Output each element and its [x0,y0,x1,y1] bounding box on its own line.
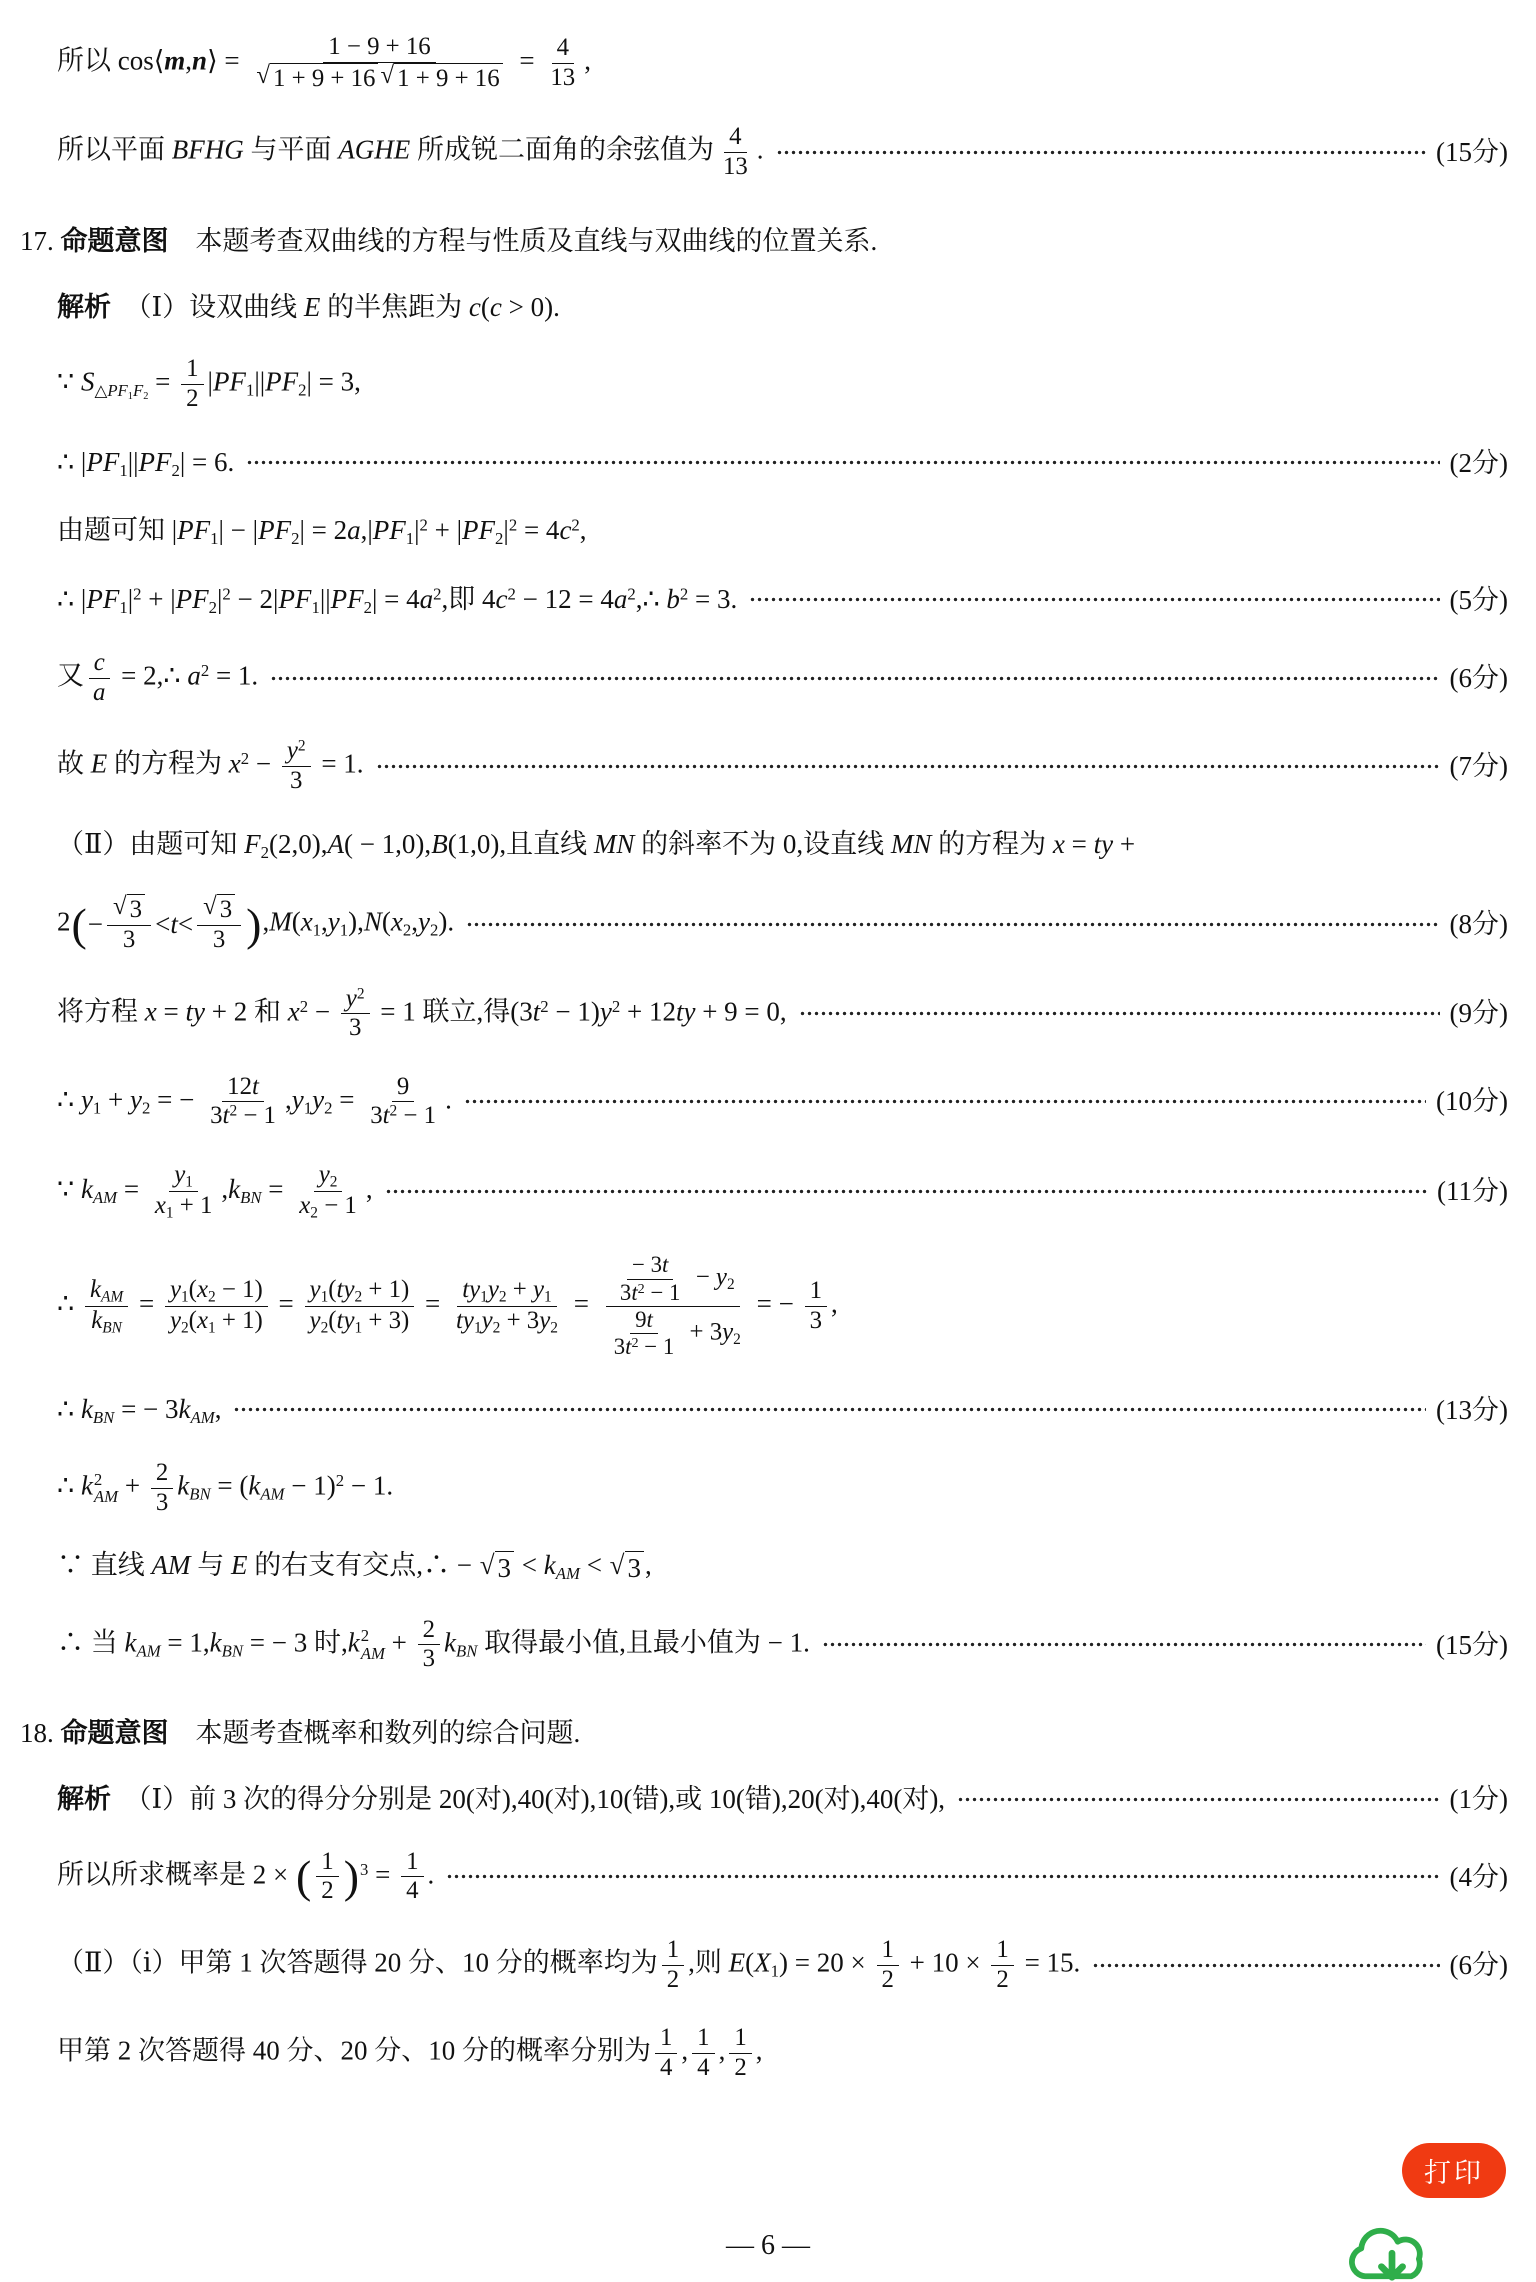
math-text: 17. 命题意图 本题考查双曲线的方程与性质及直线与双曲线的位置关系. [20,225,878,256]
solution-line [0,444,1508,483]
solution-line [0,1781,1508,1817]
print-button-label: 打印 [1424,2158,1484,2188]
cloud-download-glyph [1344,2220,1440,2282]
dot-leader [446,1872,1439,1881]
score-badge: (7分) [1449,751,1508,782]
solution-line [0,223,1508,259]
math-text: 又 $\frac{c}{a}$ = 2,∴ $a^2 = 1$. [57,649,259,706]
solution-line [0,1161,1508,1223]
solution-line [0,985,1508,1043]
score-badge: (13分) [1436,1394,1508,1425]
solution-line [0,355,1508,413]
dot-leader [822,1640,1426,1649]
solution-line [0,1391,1508,1430]
solution-line [0,737,1508,795]
math-text: 解析 （Ⅰ）设双曲线 E 的半焦距为 c(c > 0). [57,291,560,322]
dot-leader [270,674,1439,683]
math-text: ∴ $y_1 + y_2$ = − $\frac{12t}{3t^2 - 1}$ $,y_1y_2$ = $\frac{9}{3t^2 - 1}$ . [57,1072,452,1130]
math-text: ∵ $k_{AM}$ = $\frac{y_1}{x_1 + 1}$ $,k_{BN}$ = $\frac{y_2}{x_2 - 1}$ , [57,1160,373,1222]
solution-line [0,1547,1508,1586]
solution-line [0,581,1508,620]
solution-line [0,289,1508,325]
solution-line [0,1073,1508,1131]
math-text: 由题可知 $|PF_1| - |PF_2| = 2a,|PF_1|^2 + |PF_2|^2 = 4c^2$, [57,515,587,549]
score-badge: (11分) [1437,1176,1508,1207]
math-text: 将方程 x = ty + 2 和 $x^2$ − $\frac{y^2}{3}$ = 1 联立,得$(3t^2 - 1)y^2 + 12ty + 9 = 0$, [57,984,787,1042]
score-badge: (15分) [1436,1629,1508,1660]
solution-line [0,894,1508,954]
score-badge: (4分) [1449,1861,1508,1892]
score-badge: (1分) [1449,1784,1508,1815]
dot-leader [376,762,1440,771]
dot-leader [246,458,1439,467]
math-text: ∴ $|PF_1|^2 + |PF_2|^2 - 2|PF_1||PF_2| = 4a^2$,即 $4c^2 - 12$ = $4a^2,\therefore$ $b^2 = 3$. [57,583,738,617]
math-text: 故 E 的方程为 $x^2$ − $\frac{y^2}{3}$ = 1. [57,737,364,794]
score-badge: (6分) [1449,1949,1508,1980]
dot-leader [776,148,1426,157]
solution-line [0,512,1508,551]
score-badge: (8分) [1449,909,1508,940]
solution-line [0,123,1508,181]
math-text: 解析 （Ⅰ）前 3 次的得分分别是 20(对),40(对),10(错),或 10(错),20(对),40(对), [57,1784,946,1815]
math-text: ∴ $|PF_1||PF_2| = 6$. [57,446,235,480]
math-text: ∴ k 2 AM + $\frac{2}{3}$ $k_{BN} = (k_{AM} - 1)^2 - 1$. [57,1459,394,1516]
solution-line [0,1252,1508,1360]
score-badge: (2分) [1449,447,1508,478]
solution-line [0,33,1508,93]
score-badge: (9分) [1449,998,1508,1029]
dot-leader [799,1009,1440,1018]
dot-leader [1092,1961,1439,1970]
score-badge: (15分) [1436,137,1508,168]
solution-line [0,1936,1508,1994]
math-text: 所以平面 BFHG 与平面 AGHE 所成锐二面角的余弦值为 $\frac{4}{13}$ . [57,123,764,180]
math-text: 18. 命题意图 本题考查概率和数列的综合问题. [20,1717,581,1748]
dot-leader [466,920,1439,929]
score-badge: (6分) [1449,663,1508,694]
math-text: （Ⅱ）（ⅰ）甲第 1 次答题得 20 分、10 分的概率均为 $\frac{1}{2}$ ,则 $E(X_1) = 20$ × $\frac{1}{2}$ + 10 × $\frac{1}{2}$ = 15. [57,1935,1081,1993]
math-text: ∴ $k_{BN}$ = − $3k_{AM}$, [57,1393,222,1427]
math-text: ∴ 当 $k_{AM} = 1,k_{BN}$ = − 3 时,k 2 AM + $\frac{2}{3}$ $k_{BN}$ 取得最小值,且最小值为 − 1. [57,1615,810,1673]
dot-leader [957,1795,1439,1804]
solution-line [0,1616,1508,1674]
math-text: 所以 cos⟨m,n⟩ = 1 − 9 + 16 √ 1 + 9 + 16 √ 1 + 9 + 16 = $\frac{4}{13}$ , [57,33,591,92]
solution-line [0,826,1508,865]
math-text: 所以所求概率是 2 × ( $\frac{1}{2}$ ) $^3$ = $\frac{1}{4}$ . [57,1847,435,1905]
math-text: ∴ $\frac{k_{AM}}{k_{BN}}$ = $\frac{y_1(x_2 - 1)}{y_2(x_1 + 1)}$ = $\frac{y_1(ty_2 + 1)}{y_2(ty_1 + 3)}$ = $\frac{ty_1y_2 + y_1}{ty_1y_2 + 3y_2}$ = $\frac{- 3t}{3t^2 - 1}$ − $y_2$ $\frac{9t}{3t^2 - 1}$ + $3y_2$ = − $\frac{1}{3}$ , [57,1252,838,1360]
page-footer [0,2230,1536,2262]
score-badge: (5分) [1449,584,1508,615]
math-text: （Ⅱ）由题可知 $F_2(2,0),A( - 1,0),B(1,0)$,且直线 MN 的斜率不为 0,设直线 MN 的方程为 x = ty + [57,828,1136,862]
solution-line [0,1459,1508,1517]
page-number: — 6 — [726,2230,810,2261]
math-text: 甲第 2 次答题得 40 分、20 分、10 分的概率分别为 $\frac{1}{4}$ , $\frac{1}{4}$ , $\frac{1}{2}$ , [57,2024,763,2081]
solution-line [0,649,1508,707]
math-text: 2 ( − √ 3 3 < t < √ 3 3 ) $,M(x_1,y_1),N(x_2,y_2)$. [57,893,455,953]
dot-leader [749,595,1439,604]
solution-line [0,2024,1508,2082]
print-button[interactable] [1402,2143,1506,2198]
dot-leader [464,1097,1426,1106]
math-text: ∵ $S_{\triangle PF_1F_2}$ = $\frac{1}{2}$ $|PF_1||PF_2| = 3$, [57,355,361,412]
dot-leader [385,1187,1427,1196]
solution-line [0,1848,1508,1906]
solution-line [0,1715,1508,1751]
cloud-download-icon[interactable] [1344,2220,1440,2282]
math-text: ∵ 直线 AM 与 E 的右支有交点,∴ − √ 3 < $k_{AM}$ < √ 3 , [57,1550,652,1584]
score-badge: (10分) [1436,1086,1508,1117]
dot-leader [233,1405,1426,1414]
